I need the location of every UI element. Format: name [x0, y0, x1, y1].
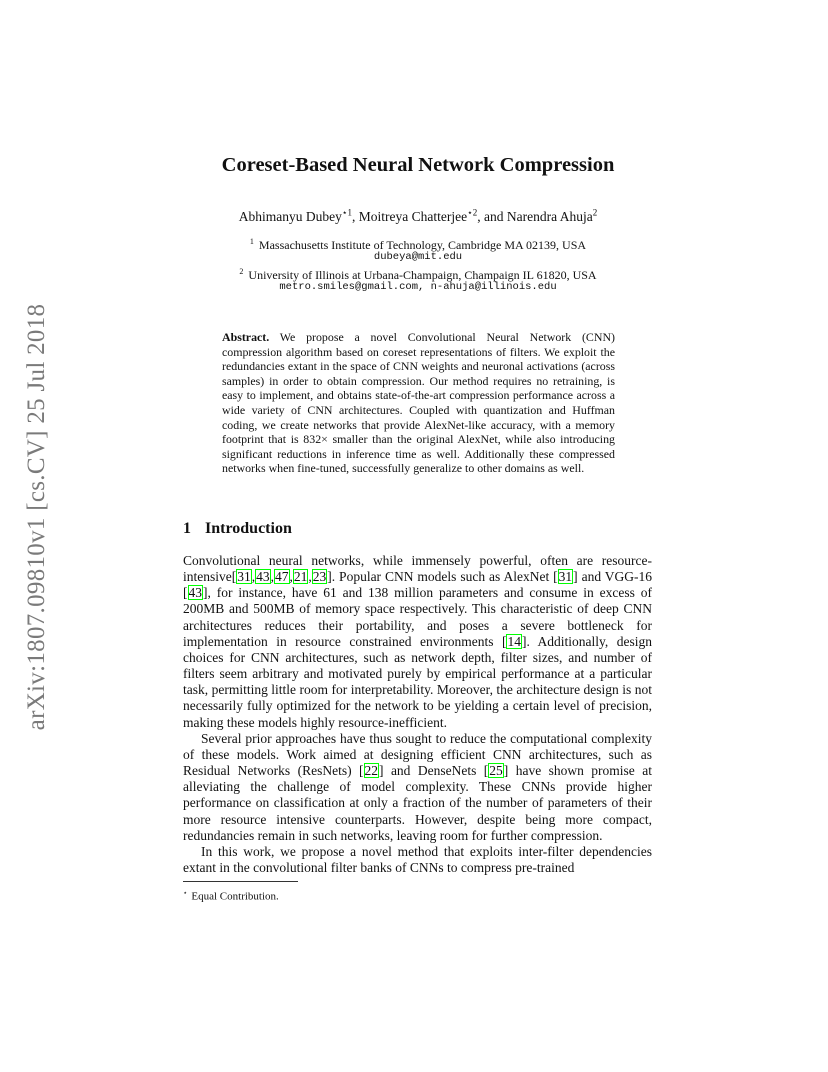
section-heading-introduction [183, 519, 292, 539]
paragraph: Convolutional neural networks, while immensely powerful, often are resource-intensive[31,43,47,21,23]. Popular CNN models such as AlexNet [31] and VGG-16 [43], for instance, have 61 and 138 million parameters and consume in excess of 200MB and 500MB of memory space respectively. This characteristic of deep CNN architectures reduces their portability, and poses a severe bottleneck for implementation in resource constrained environments [14]. Additionally, design choices for CNN architectures, such as network depth, filter sizes, and number of filters seem arbitrary and motivated purely by empirical performance at a particular task, permitting little room for interpretability. Moreover, the architecture design is not necessarily fully optimized for the network to be yielding a certain level of precision, making these models highly resource-inefficient. [183, 553, 652, 730]
abstract-text: We propose a novel Convolutional Neural Network (CNN) compression algorithm based on coreset representations of filters. We exploit the redundancies extant in the space of CNN weights and neuronal activations (across samples) in order to obtain compression. Our method requires no retraining, is easy to implement, and obtains state-of-the-art compression performance across a wide variety of CNN architectures. Coupled with quantization and Huffman coding, we create networks that provide AlexNet-like accuracy, with a memory footprint that is 832× smaller than the original AlexNet, while also introducing significant reductions in inference time as well. Additionally these compressed networks when fine-tuned, successfully generalize to other domains as well. [222, 330, 615, 476]
paragraph-text: . Popular CNN models such as AlexNet [331, 569, 554, 585]
paragraph-text: Several prior approaches have thus sought to reduce the computational complexity of these models. Work aimed at designing efficient CNN architectures, such as Residual Networks (ResNets) [183, 730, 652, 779]
citation-link[interactable]: 23 [312, 569, 327, 585]
paragraph [183, 844, 652, 876]
arxiv-identifier-text: arXiv:1807.09810v1 [cs.CV] 25 Jul 2018 [23, 303, 50, 731]
arxiv-identifier-stamp [22, 292, 52, 742]
author-list [183, 203, 653, 226]
citation-link[interactable]: 43 [256, 569, 270, 585]
author-1: Abhimanyu Dubey$^{⋆1}$, [238, 207, 359, 224]
paragraph-text: Convolutional neural networks, while immensely powerful, often are resource-intensive [183, 553, 652, 585]
section-number: 1 [183, 520, 191, 537]
paragraph-text: , for instance, have 61 and 138 million parameters and consume in excess of 200MB and 500MB of memory space respectively. This characteristic of deep CNN architectures reduces their portability, and poses a severe bottleneck for implementation in resource constrained environments [183, 585, 652, 649]
citation-link[interactable]: 21 [293, 569, 308, 585]
author-2: Moitreya Chatterjee$^{⋆2}$, and [358, 207, 507, 224]
footnote-mark: ⋆ [183, 889, 188, 897]
footnote [183, 886, 279, 904]
abstract-label: Abstract. [222, 330, 270, 344]
abstract [222, 330, 615, 476]
paragraph-text: have shown promise at alleviating the challenge of model complexity. These CNNs provide higher performance on classification at only a fraction of the number of parameters of their more resource intensive counterparts. However, despite being more compact, redundancies remain in such networks, leaving room for further compression. [183, 763, 652, 843]
citation-link[interactable]: 47 [275, 569, 289, 585]
footnote-text: Equal Contribution. [191, 890, 279, 903]
affiliation-2: $^2$ University of Illinois at Urbana-Champaign, Champaign IL 61820, USA [239, 267, 597, 282]
section-title: Introduction [205, 520, 292, 537]
affiliation-1-email[interactable]: dubeya@mit.edu [373, 251, 463, 263]
paragraph: Several prior approaches have thus sought to reduce the computational complexity of these models. Work aimed at designing efficient CNN architectures, such as Residual Networks (ResNets) [22] and DenseNets [25] have shown promise at alleviating the challenge of model complexity. These CNNs provide higher performance on classification at only a fraction of the number of parameters of their more resource intensive counterparts. However, despite being more compact, redundancies remain in such networks, leaving room for further compression. [183, 730, 652, 843]
paragraph-text: and VGG-16 [577, 569, 652, 585]
footnote-divider [183, 881, 298, 882]
introduction-body [183, 553, 652, 876]
citation-link[interactable]: 25 [489, 763, 503, 779]
paragraph-text: In this work, we propose a novel method that exploits inter-filter dependencies extant in the convolutional filter banks of CNNs to compress pre-trained [183, 843, 652, 875]
citation-link[interactable]: 43 [188, 585, 202, 601]
citation-link[interactable]: 31 [558, 569, 573, 585]
citation-link[interactable]: 31 [237, 569, 251, 585]
paper-title: Coreset-Based Neural Network Compression [221, 154, 615, 176]
paragraph-text: and DenseNets [383, 763, 484, 779]
author-3: Narendra Ahuja$^2$ [506, 207, 598, 224]
paragraph-text: . Additionally, design choices for CNN architectures, such as network depth, filter sizes, and number of filters seem arbitrary and motivated purely by empirical performance at a particular task, permitting little room for interpretability. Moreover, the architecture design is not necessarily fully optimized for the network to be yielding a certain level of precision, making these models highly resource-inefficient. [183, 633, 652, 730]
citation-link[interactable]: 22 [364, 763, 379, 779]
citation-link[interactable]: 14 [507, 633, 521, 649]
affiliation-1: $^1$ Massachusetts Institute of Technology, Cambridge MA 02139, USA [249, 237, 587, 252]
affiliation-2-email[interactable]: metro.smiles@gmail.com, n-ahuja@illinois.edu [279, 281, 557, 293]
